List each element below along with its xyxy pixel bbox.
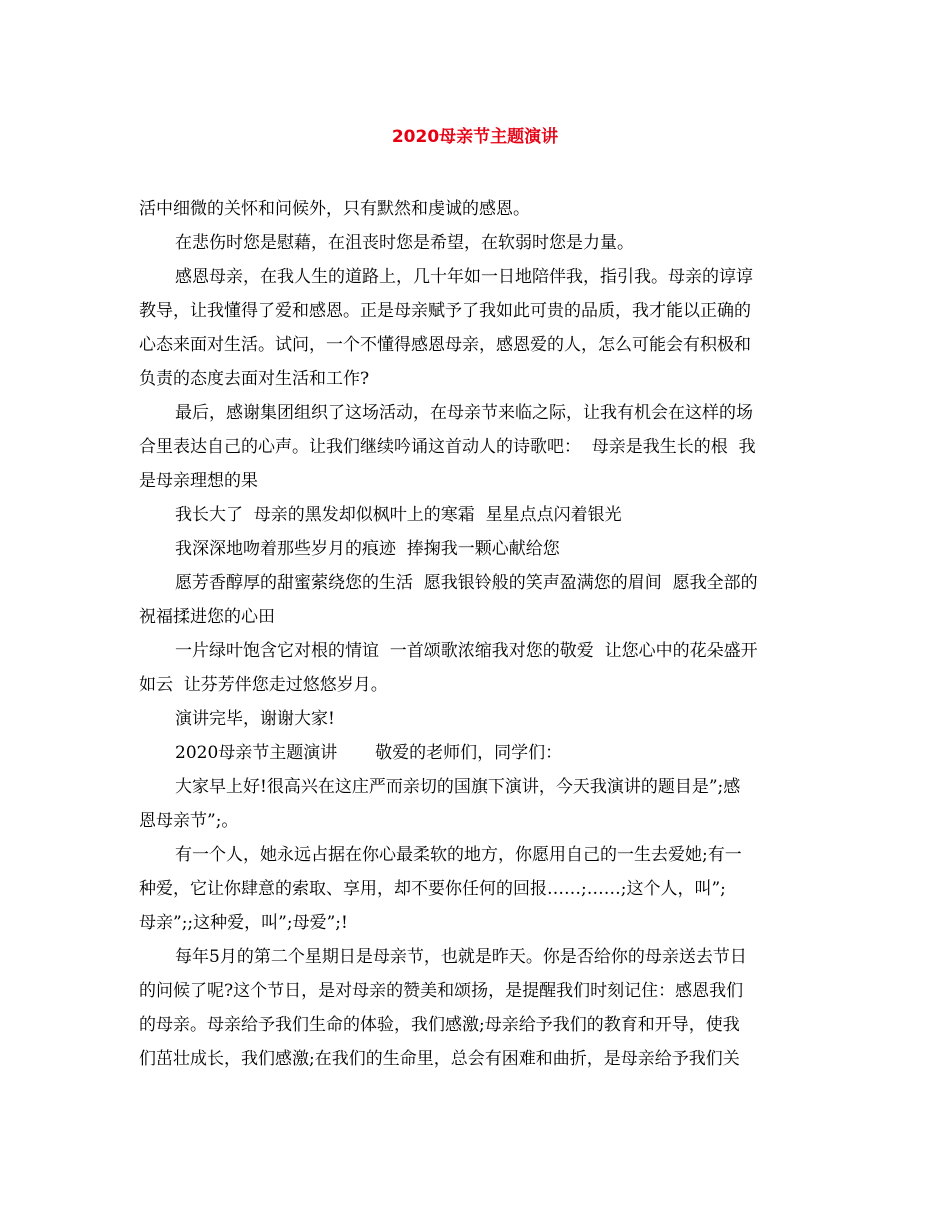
paragraph	[139, 770, 815, 838]
paragraph	[139, 736, 815, 770]
document-body	[139, 192, 815, 1076]
text-line: 种爱，它让你肆意的索取、享用，却不要你任何的回报……;……;这个人，叫”;	[139, 879, 726, 899]
text-line: 的母亲。母亲给予我们生命的体验，我们感激;母亲给予我们的教育和开导，使我	[139, 1015, 740, 1035]
text-line: 合里表达自己的心声。让我们继续吟诵这首动人的诗歌吧： 母亲是我生长的根 我	[139, 437, 756, 457]
text-line: 演讲完毕，谢谢大家!	[175, 709, 335, 729]
text-line: 2020母亲节主题演讲 敬爱的老师们，同学们：	[175, 743, 563, 763]
text-line: 一片绿叶饱含它对根的情谊 一首颂歌浓缩我对您的敬爱 让您心中的花朵盛开	[175, 641, 758, 661]
paragraph	[139, 702, 815, 736]
paragraph	[139, 260, 815, 396]
text-line: 每年5月的第二个星期日是母亲节，也就是昨天。你是否给你的母亲送去节日	[175, 947, 747, 967]
text-line: 教导，让我懂得了爱和感恩。正是母亲赋予了我如此可贵的品质，我才能以正确的	[139, 301, 751, 321]
document-title: 2020母亲节主题演讲	[391, 127, 559, 147]
paragraph	[139, 532, 815, 566]
text-line: 的问候了呢?这个节日，是对母亲的赞美和颂扬，是提醒我们时刻记住：感恩我们	[139, 981, 744, 1001]
text-line: 心态来面对生活。试问，一个不懂得感恩母亲，感恩爱的人，怎么可能会有积极和	[139, 335, 751, 355]
text-line: 是母亲理想的果	[139, 471, 258, 491]
paragraph	[139, 838, 815, 940]
paragraph	[139, 192, 815, 226]
text-line: 恩母亲节”;。	[139, 811, 239, 831]
paragraph	[139, 396, 815, 498]
text-line: 们茁壮成长，我们感激;在我们的生命里，总会有困难和曲折，是母亲给予我们关	[139, 1049, 740, 1069]
paragraph	[139, 940, 815, 1076]
text-line: 感恩母亲，在我人生的道路上，几十年如一日地陪伴我，指引我。母亲的谆谆	[175, 267, 753, 287]
paragraph	[139, 226, 815, 260]
text-line: 我长大了 母亲的黑发却似枫叶上的寒霜 星星点点闪着银光	[175, 505, 622, 525]
paragraph	[139, 566, 815, 634]
text-line: 愿芳香醇厚的甜蜜萦绕您的生活 愿我银铃般的笑声盈满您的眉间 愿我全部的	[175, 573, 758, 593]
text-line: 如云 让芬芳伴您走过悠悠岁月。	[139, 675, 388, 695]
text-line: 最后，感谢集团组织了这场活动，在母亲节来临之际，让我有机会在这样的场	[175, 403, 753, 423]
text-line: 祝福揉进您的心田	[139, 607, 275, 627]
paragraph	[139, 498, 815, 532]
text-line: 大家早上好!很高兴在这庄严而亲切的国旗下演讲，今天我演讲的题目是”;感	[175, 777, 741, 797]
text-line: 有一个人，她永远占据在你心最柔软的地方，你愿用自己的一生去爱她;有一	[175, 845, 742, 865]
text-line: 在悲伤时您是慰藉，在沮丧时您是希望，在软弱时您是力量。	[175, 233, 634, 253]
text-line: 我深深地吻着那些岁月的痕迹 捧掬我一颗心献给您	[175, 539, 560, 559]
text-line: 负责的态度去面对生活和工作?	[139, 369, 370, 389]
text-line: 母亲”;;这种爱，叫”;母爱”;!	[139, 913, 348, 933]
paragraph	[139, 634, 815, 702]
text-line: 活中细微的关怀和问候外，只有默然和虔诚的感恩。	[139, 199, 530, 219]
